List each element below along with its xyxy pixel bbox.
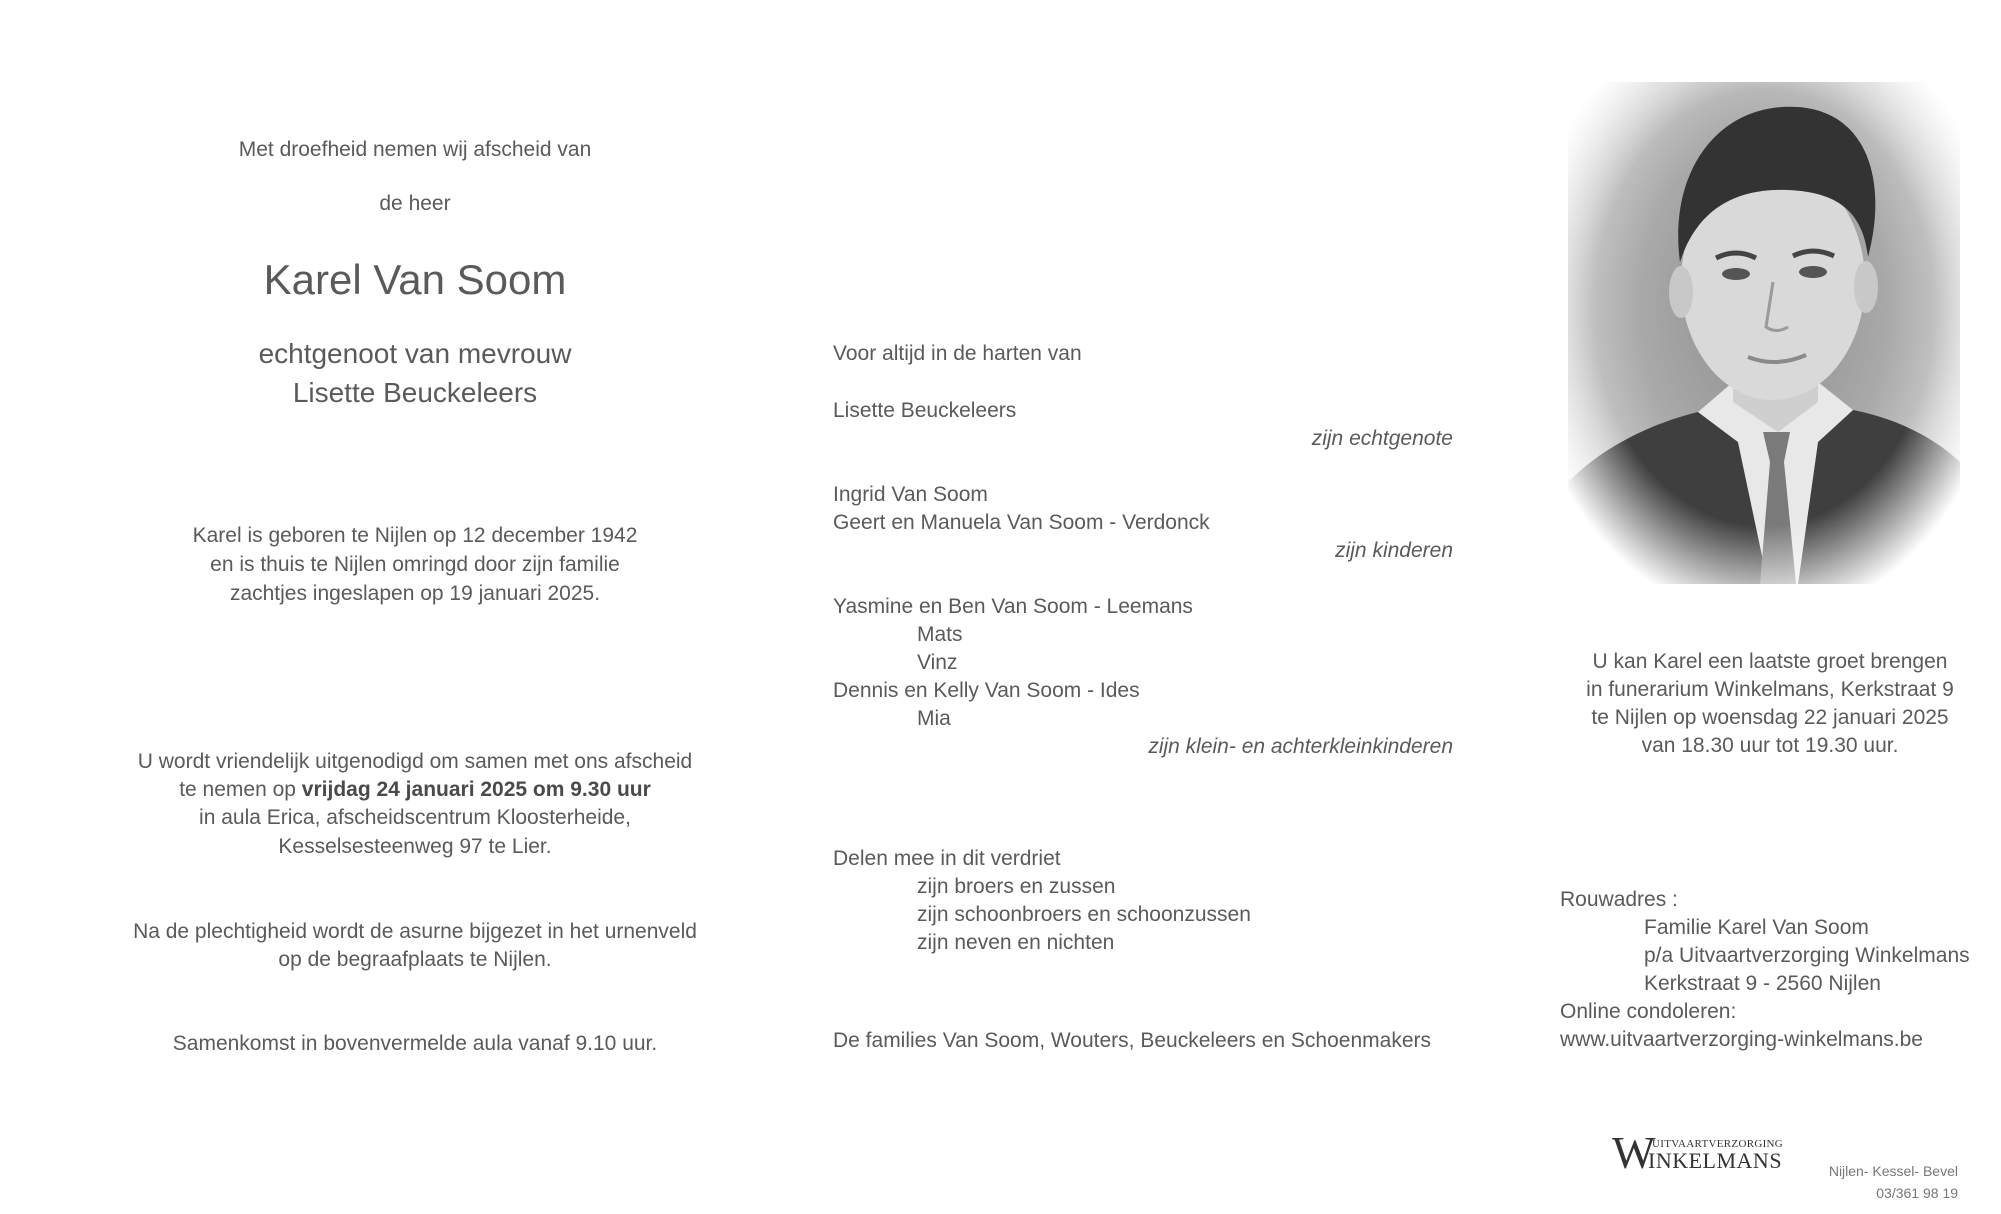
logo-w-letter: W <box>1612 1127 1656 1176</box>
birth-line-3: zachtjes ingeslapen op 19 januari 2025. <box>229 582 601 605</box>
intro-text: Met droefheid nemen wij afscheid van <box>238 138 592 161</box>
share-line-3: zijn neven en nichten <box>917 931 1115 954</box>
families-line: De families Van Soom, Wouters, Beuckeleers en Schoenmakers <box>833 1029 1431 1052</box>
grandchildren-role: zijn klein- en achterkleinkinderen <box>1148 735 1453 758</box>
salutation: de heer <box>379 192 451 215</box>
gathering-text: Samenkomst in bovenvermelde aula vanaf 9.10 uur. <box>172 1032 658 1055</box>
visit-line-2: in funerarium Winkelmans, Kerkstraat 9 <box>1586 678 1954 701</box>
visit-line-1: U kan Karel een laatste groet brengen <box>1592 650 1948 673</box>
logo-mark <box>1612 1124 1812 1176</box>
grandchild-1: Yasmine en Ben Van Soom - Leemans <box>833 595 1193 618</box>
logo-tagline <box>1818 1160 1958 1204</box>
grandchild-2: Dennis en Kelly Van Soom - Ides <box>833 679 1140 702</box>
urn-line-1: Na de plechtigheid wordt de asurne bijgezet in het urnenveld <box>133 920 697 943</box>
mourners-heading: Voor altijd in de harten van <box>833 342 1082 365</box>
logo-phone: 03/361 98 19 <box>1876 1185 1958 1201</box>
invite-line-2-text: te nemen op <box>179 778 302 801</box>
birth-line-2: en is thuis te Nijlen omringd door zijn familie <box>210 553 620 576</box>
winkelmans-logo <box>1612 1124 1812 1176</box>
share-line-1: zijn broers en zussen <box>917 875 1116 898</box>
portrait-photo <box>1568 82 1960 584</box>
address-line-2: p/a Uitvaartverzorging Winkelmans <box>1644 944 1970 967</box>
visit-line-4: van 18.30 uur tot 19.30 uur. <box>1641 734 1899 757</box>
logo-small-text: UITVAARTVERZORGING <box>1652 1138 1784 1150</box>
logo-places: Nijlen- Kessel- Bevel <box>1828 1163 1958 1179</box>
visitation-block <box>1560 648 1980 760</box>
website-link[interactable]: www.uitvaartverzorging-winkelmans.be <box>1560 1028 1923 1051</box>
spouse-line-2: Lisette Beuckeleers <box>292 377 538 408</box>
deceased-name: Karel Van Soom <box>263 256 567 303</box>
invite-line-3: in aula Erica, afscheidscentrum Kloosterheide, <box>199 806 631 829</box>
great-grandchild-2: Vinz <box>917 651 958 674</box>
child-1: Ingrid Van Soom <box>833 483 988 506</box>
spouse-role: zijn echtgenote <box>1311 427 1453 450</box>
ceremony-date: vrijdag 24 januari 2025 om 9.30 uur <box>301 778 651 801</box>
share-line-2: zijn schoonbroers en schoonzussen <box>917 903 1251 926</box>
urn-line-2: op de begraafplaats te Nijlen. <box>278 948 552 971</box>
visit-line-3: te Nijlen op woensdag 22 januari 2025 <box>1591 706 1949 729</box>
portrait-illustration <box>1568 82 1960 584</box>
great-grandchild-1: Mats <box>917 623 963 646</box>
online-condolence-label: Online condoleren: <box>1560 1000 1737 1023</box>
share-heading: Delen mee in dit verdriet <box>833 847 1061 870</box>
address-line-3: Kerkstraat 9 - 2560 Nijlen <box>1644 972 1881 995</box>
child-2: Geert en Manuela Van Soom - Verdonck <box>833 511 1210 534</box>
logo-brand-text: INKELMANS <box>1648 1148 1783 1173</box>
spouse-line-1: echtgenoot van mevrouw <box>258 338 572 369</box>
spouse-name: Lisette Beuckeleers <box>833 399 1017 422</box>
birth-line-1: Karel is geboren te Nijlen op 12 december 1942 <box>192 524 638 547</box>
children-role: zijn kinderen <box>1335 539 1453 562</box>
left-column <box>95 0 735 1214</box>
address-line-1: Familie Karel Van Soom <box>1644 916 1869 939</box>
invite-line-4: Kesselsesteenweg 97 te Lier. <box>278 835 552 858</box>
middle-column <box>833 0 1453 1214</box>
mourning-address <box>1560 886 2000 1054</box>
great-grandchild-3: Mia <box>917 707 951 730</box>
address-label: Rouwadres : <box>1560 888 1678 911</box>
invite-line-2 <box>95 776 735 804</box>
invite-line-1: U wordt vriendelijk uitgenodigd om samen met ons afscheid <box>137 750 693 773</box>
